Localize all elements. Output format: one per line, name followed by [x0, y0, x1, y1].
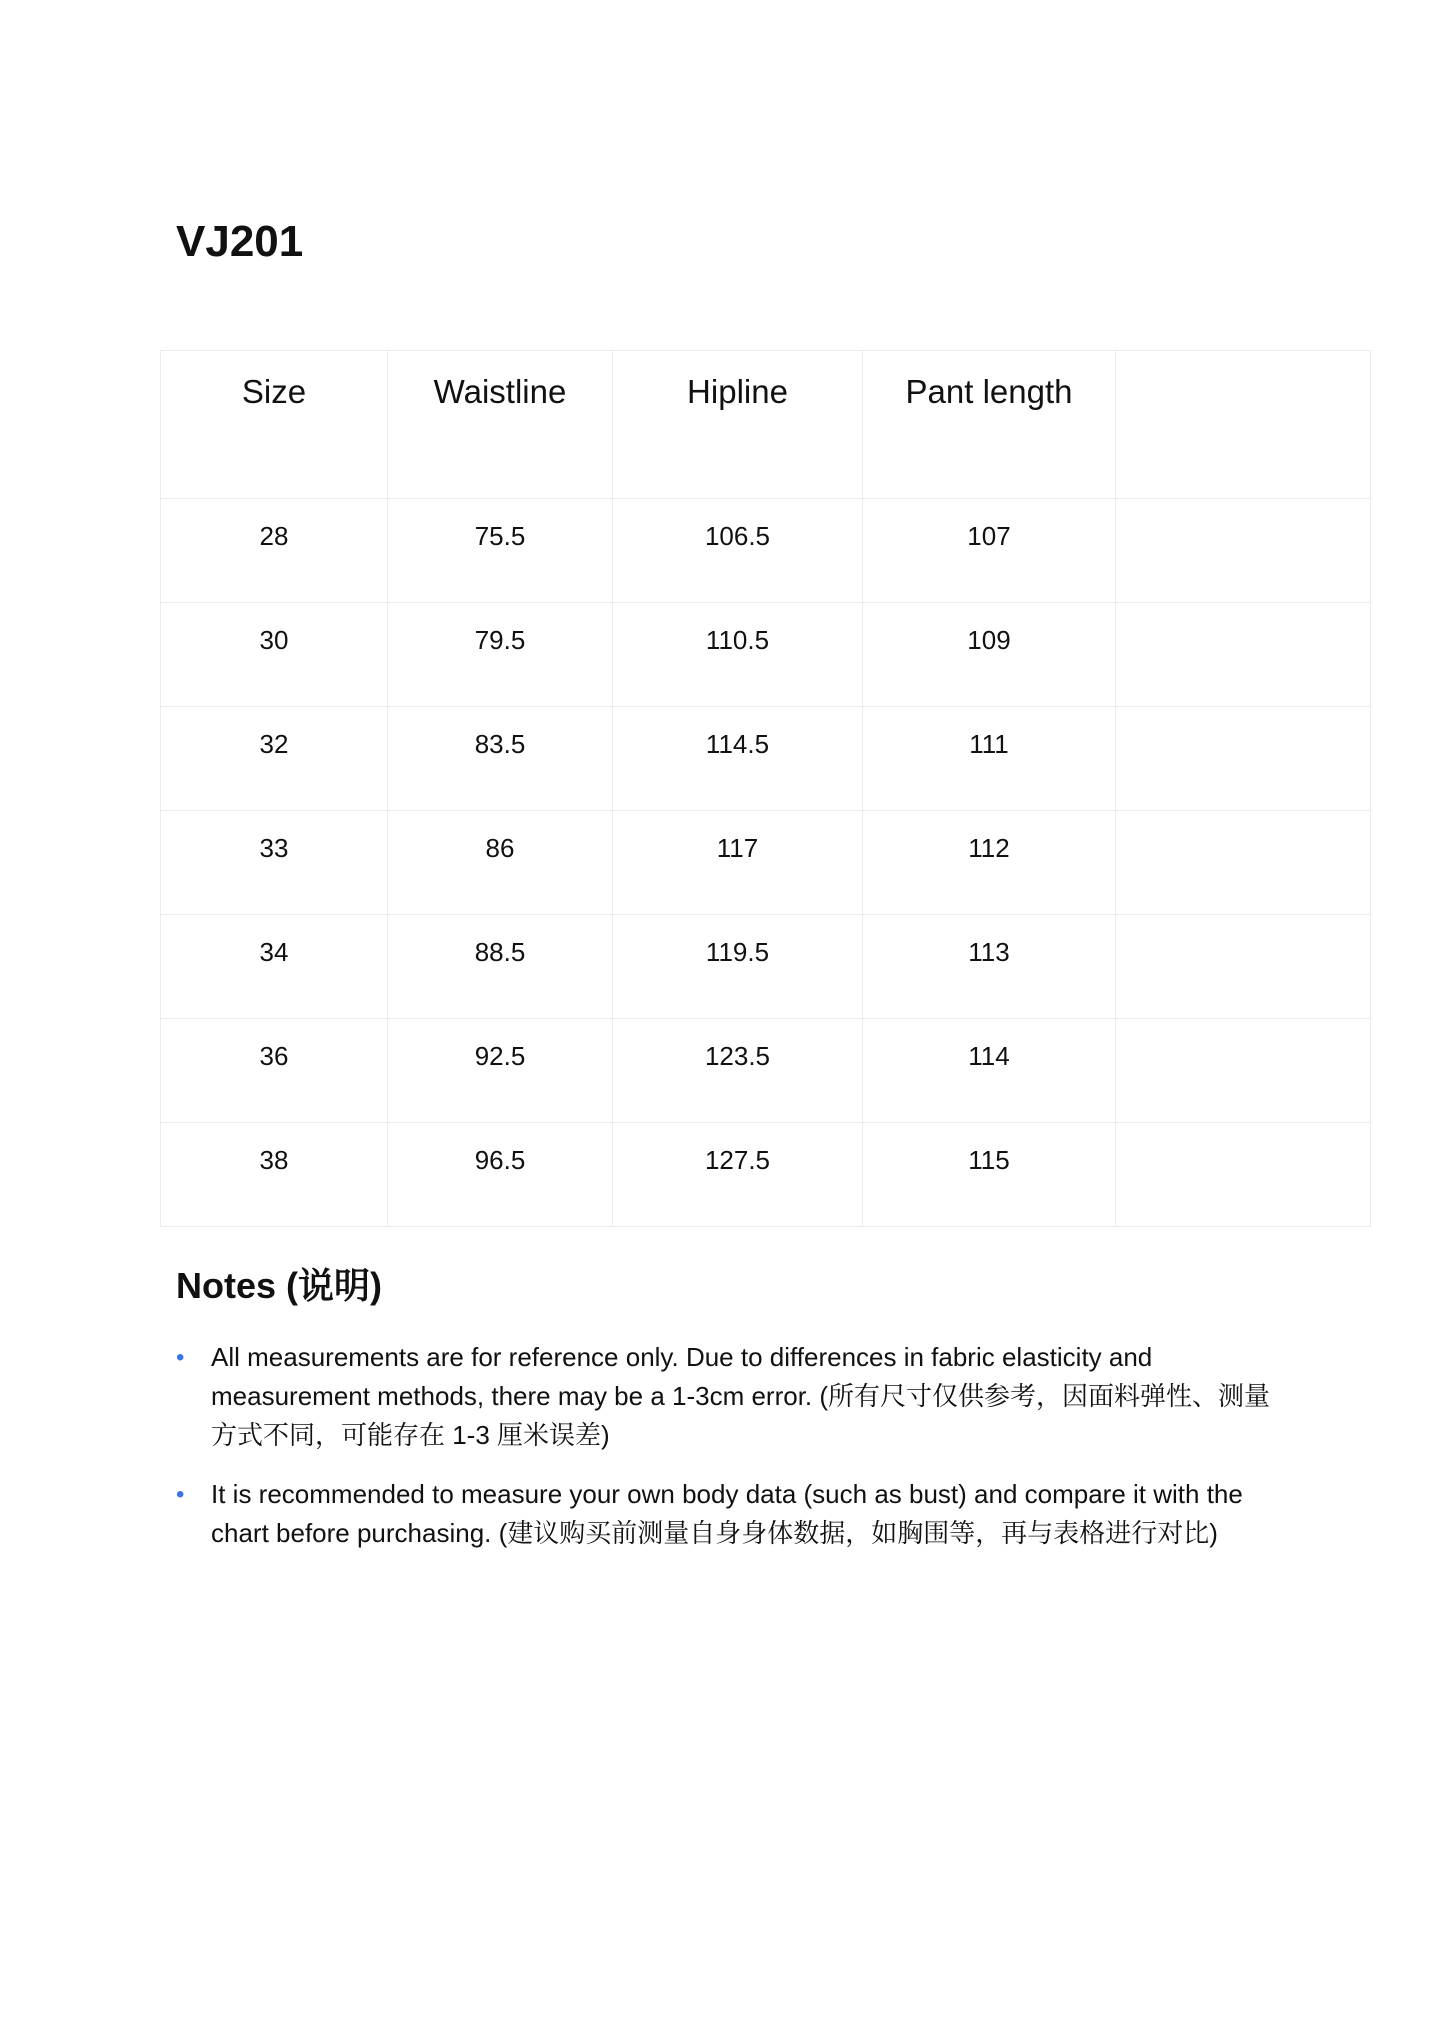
cell-empty	[1116, 1019, 1371, 1123]
cell-pant-length: 112	[863, 811, 1116, 915]
cell-hipline: 114.5	[613, 707, 863, 811]
cell-size: 28	[161, 499, 388, 603]
notes-heading: Notes (说明)	[176, 1265, 382, 1306]
cell-size: 32	[161, 707, 388, 811]
list-item	[176, 1338, 1296, 1455]
cell-empty	[1116, 1123, 1371, 1227]
header-hipline: Hipline	[613, 351, 863, 499]
table-row	[161, 915, 1371, 1019]
cell-size: 36	[161, 1019, 388, 1123]
table-row	[161, 1123, 1371, 1227]
header-waistline: Waistline	[388, 351, 613, 499]
cell-waistline: 88.5	[388, 915, 613, 1019]
cell-size: 38	[161, 1123, 388, 1227]
cell-pant-length: 113	[863, 915, 1116, 1019]
cell-waistline: 86	[388, 811, 613, 915]
cell-hipline: 106.5	[613, 499, 863, 603]
cell-size: 30	[161, 603, 388, 707]
notes-list	[176, 1338, 1296, 1573]
size-chart-table	[160, 350, 1371, 1227]
cell-waistline: 79.5	[388, 603, 613, 707]
bullet-icon: •	[176, 1344, 185, 1371]
note-text: All measurements are for reference only. Due to differences in fabric elasticity and measurement methods, there may be a 1-3cm error. (所有尺寸仅供参考，因面料弹性、测量方式不同，可能存在 1-3 厘米误差)	[211, 1342, 1271, 1450]
cell-hipline: 127.5	[613, 1123, 863, 1227]
cell-empty	[1116, 603, 1371, 707]
table-row	[161, 603, 1371, 707]
table-row	[161, 499, 1371, 603]
table-row	[161, 707, 1371, 811]
table-header-row	[161, 351, 1371, 499]
cell-waistline: 96.5	[388, 1123, 613, 1227]
document-title: VJ201	[176, 217, 304, 266]
cell-empty	[1116, 707, 1371, 811]
cell-size: 33	[161, 811, 388, 915]
table-row	[161, 1019, 1371, 1123]
cell-empty	[1116, 811, 1371, 915]
list-item	[176, 1475, 1296, 1553]
cell-hipline: 123.5	[613, 1019, 863, 1123]
cell-hipline: 110.5	[613, 603, 863, 707]
cell-waistline: 83.5	[388, 707, 613, 811]
cell-hipline: 117	[613, 811, 863, 915]
cell-pant-length: 114	[863, 1019, 1116, 1123]
header-empty	[1116, 351, 1371, 499]
cell-waistline: 75.5	[388, 499, 613, 603]
cell-pant-length: 107	[863, 499, 1116, 603]
table-row	[161, 811, 1371, 915]
cell-size: 34	[161, 915, 388, 1019]
cell-empty	[1116, 915, 1371, 1019]
cell-hipline: 119.5	[613, 915, 863, 1019]
note-text: It is recommended to measure your own body data (such as bust) and compare it with the chart before purchasing. (建议购买前测量自身身体数据，如胸围等，再与表格进行对比)	[211, 1479, 1243, 1548]
cell-empty	[1116, 499, 1371, 603]
cell-pant-length: 111	[863, 707, 1116, 811]
cell-waistline: 92.5	[388, 1019, 613, 1123]
header-size: Size	[161, 351, 388, 499]
header-pant-length: Pant length	[863, 351, 1116, 499]
cell-pant-length: 115	[863, 1123, 1116, 1227]
bullet-icon: •	[176, 1481, 185, 1508]
cell-pant-length: 109	[863, 603, 1116, 707]
